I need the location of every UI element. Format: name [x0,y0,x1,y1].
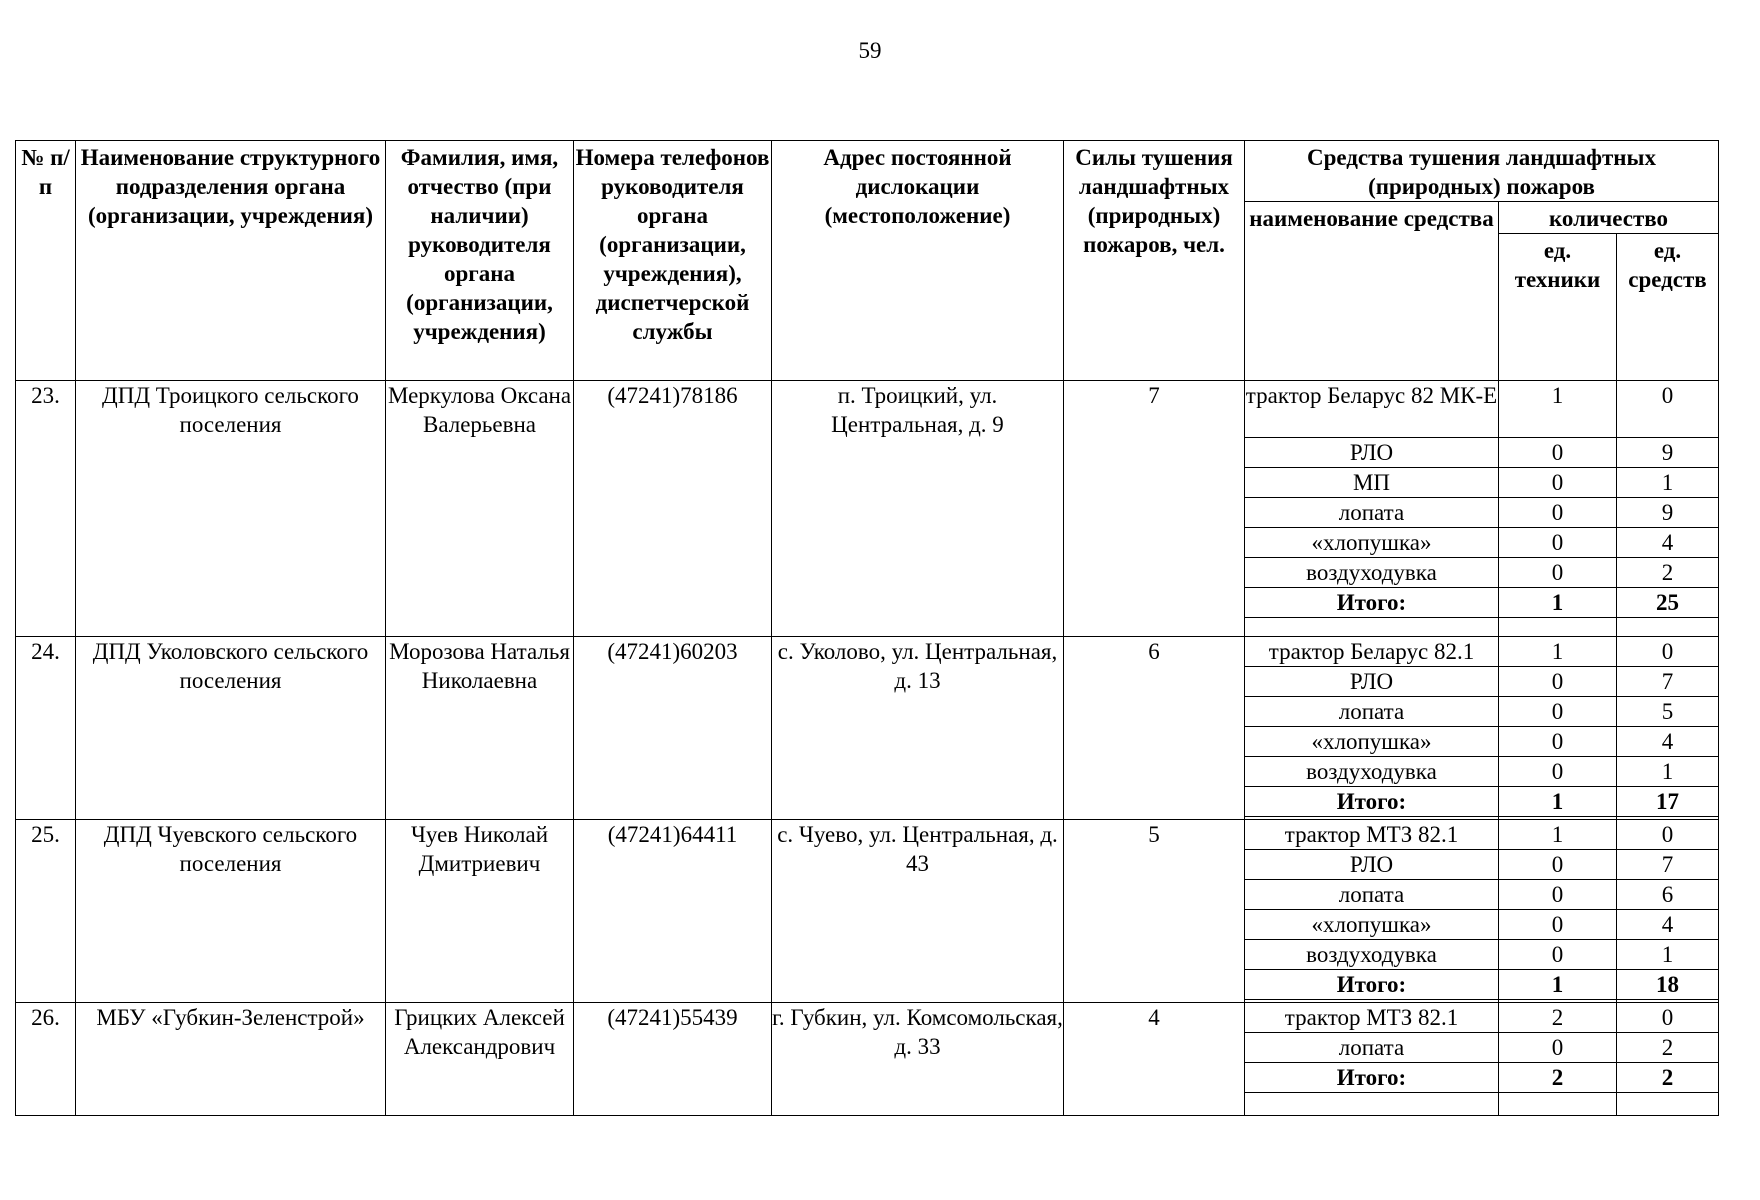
header-head-name: Фамилия, имя, отчество (при наличии) руководителя органа (организации, учреждения) [386,141,574,381]
means-count: 4 [1617,528,1719,558]
address: с. Уколово, ул. Центральная, д. 13 [772,637,1064,820]
tech-count: 0 [1499,667,1617,697]
unit-name: ДПД Троицкого сельского поселения [76,381,386,637]
total-means: 25 [1617,588,1719,618]
means-count: 4 [1617,910,1719,940]
fire-resources-table [15,140,1719,1116]
tech-count: 0 [1499,880,1617,910]
total-means: 2 [1617,1063,1719,1093]
header-units-means: ед. средств [1617,234,1719,381]
means-name: лопата [1245,697,1499,727]
tech-count: 0 [1499,498,1617,528]
tech-count: 0 [1499,558,1617,588]
forces-count: 4 [1064,1003,1245,1116]
means-name: трактор МТЗ 82.1 [1245,1003,1499,1033]
header-address: Адрес постоянной дислокации (местоположение) [772,141,1064,381]
phone-number: (47241)64411 [574,820,772,1003]
total-label: Итого: [1245,588,1499,618]
means-count: 2 [1617,558,1719,588]
means-count: 9 [1617,438,1719,468]
means-count: 2 [1617,1033,1719,1063]
address: п. Троицкий, ул. Центральная, д. 9 [772,381,1064,637]
phone-number: (47241)60203 [574,637,772,820]
tech-count: 0 [1499,528,1617,558]
means-count: 1 [1617,468,1719,498]
spacer-cell [1245,618,1499,637]
phone-number: (47241)78186 [574,381,772,637]
total-tech: 2 [1499,1063,1617,1093]
means-name: МП [1245,468,1499,498]
means-name: РЛО [1245,438,1499,468]
tech-count: 0 [1499,697,1617,727]
forces-count: 6 [1064,637,1245,820]
tech-count: 0 [1499,468,1617,498]
forces-count: 5 [1064,820,1245,1003]
tech-count: 0 [1499,910,1617,940]
means-name: «хлопушка» [1245,528,1499,558]
means-count: 7 [1617,667,1719,697]
means-count: 7 [1617,850,1719,880]
head-name: Грицких Алексей Александрович [386,1003,574,1116]
unit-name: МБУ «Губкин-Зеленстрой» [76,1003,386,1116]
tech-count: 2 [1499,1003,1617,1033]
means-count: 0 [1617,637,1719,667]
header-quantity: количество [1499,202,1719,234]
means-name: воздуходувка [1245,940,1499,970]
means-count: 0 [1617,1003,1719,1033]
address: с. Чуево, ул. Центральная, д. 43 [772,820,1064,1003]
tech-count: 0 [1499,1033,1617,1063]
header-num: № п/п [16,141,76,381]
total-tech: 1 [1499,970,1617,1000]
unit-name: ДПД Чуевского сельского поселения [76,820,386,1003]
means-count: 5 [1617,697,1719,727]
total-means: 18 [1617,970,1719,1000]
means-count: 1 [1617,757,1719,787]
address: г. Губкин, ул. Комсомольская, д. 33 [772,1003,1064,1116]
header-unit-name: Наименование структурного подразделения органа (организации, учреждения) [76,141,386,381]
means-name: трактор МТЗ 82.1 [1245,820,1499,850]
tech-count: 0 [1499,438,1617,468]
forces-count: 7 [1064,381,1245,637]
means-count: 6 [1617,880,1719,910]
means-name: «хлопушка» [1245,727,1499,757]
total-label: Итого: [1245,970,1499,1000]
total-tech: 1 [1499,787,1617,817]
means-name: лопата [1245,498,1499,528]
tech-count: 0 [1499,757,1617,787]
header-forces: Силы тушения ландшафтных (природных) пожаров, чел. [1064,141,1245,381]
means-count: 0 [1617,381,1719,438]
header-means-group: Средства тушения ландшафтных (природных) пожаров [1245,141,1719,202]
spacer-cell [1499,1093,1617,1116]
unit-name: ДПД Уколовского сельского поселения [76,637,386,820]
means-count: 1 [1617,940,1719,970]
total-label: Итого: [1245,787,1499,817]
total-tech: 1 [1499,588,1617,618]
row-number: 24. [16,637,76,820]
tech-count: 0 [1499,727,1617,757]
means-name: воздуходувка [1245,558,1499,588]
phone-number: (47241)55439 [574,1003,772,1116]
tech-count: 1 [1499,381,1617,438]
head-name: Меркулова Оксана Валерьевна [386,381,574,637]
means-name: РЛО [1245,850,1499,880]
means-count: 9 [1617,498,1719,528]
header-units-tech: ед. техники [1499,234,1617,381]
means-count: 4 [1617,727,1719,757]
tech-count: 0 [1499,940,1617,970]
means-count: 0 [1617,820,1719,850]
means-name: трактор Беларус 82 МК-Е [1245,381,1499,438]
head-name: Чуев Николай Дмитриевич [386,820,574,1003]
spacer-cell [1245,1093,1499,1116]
means-name: трактор Беларус 82.1 [1245,637,1499,667]
tech-count: 1 [1499,820,1617,850]
page-number: 59 [858,38,882,63]
row-number: 26. [16,1003,76,1116]
means-name: РЛО [1245,667,1499,697]
means-name: лопата [1245,1033,1499,1063]
header-phones: Номера телефонов руководителя органа (организации, учреждения), диспетчерской службы [574,141,772,381]
spacer-cell [1617,1093,1719,1116]
means-name: «хлопушка» [1245,910,1499,940]
total-means: 17 [1617,787,1719,817]
spacer-cell [1499,618,1617,637]
head-name: Морозова Наталья Николаевна [386,637,574,820]
spacer-cell [1617,618,1719,637]
means-name: воздуходувка [1245,757,1499,787]
total-label: Итого: [1245,1063,1499,1093]
row-number: 25. [16,820,76,1003]
row-number: 23. [16,381,76,637]
tech-count: 1 [1499,637,1617,667]
tech-count: 0 [1499,850,1617,880]
header-means-name: наименование средства [1245,202,1499,381]
means-name: лопата [1245,880,1499,910]
